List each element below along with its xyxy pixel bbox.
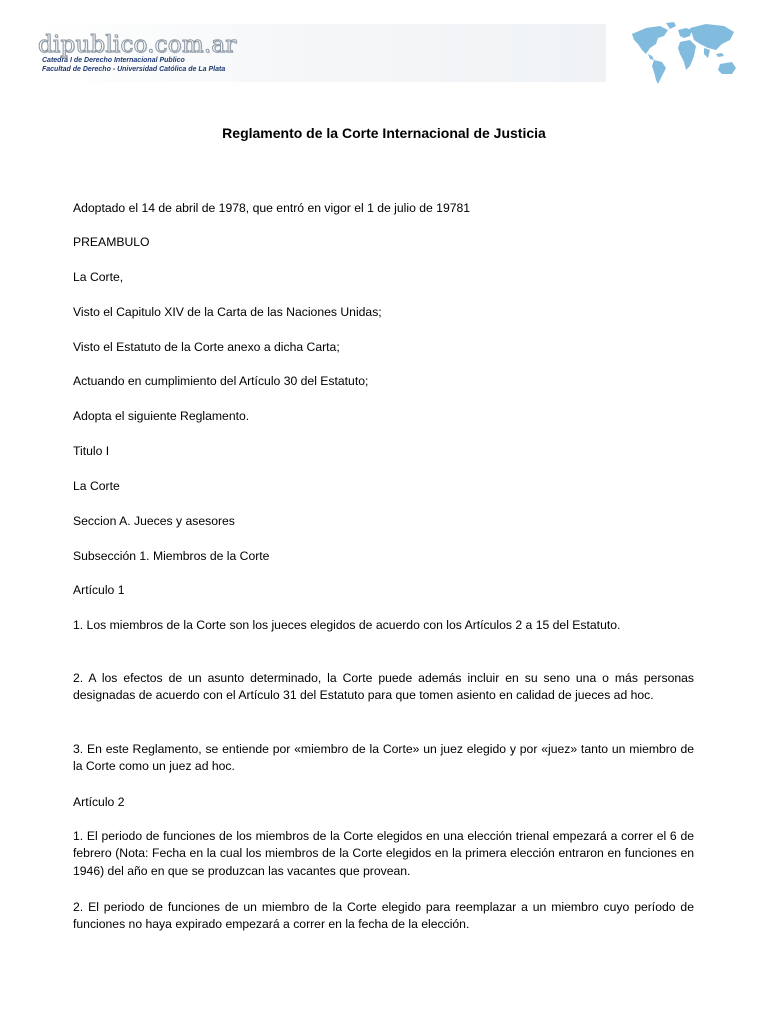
paragraph-adopta: Adopta el siguiente Reglamento. (73, 409, 250, 423)
world-map-icon (628, 20, 740, 88)
heading-la-corte: La Corte (73, 479, 120, 493)
heading-articulo-2: Artículo 2 (73, 795, 125, 809)
site-logo-text: dipublico.com.ar (38, 32, 237, 58)
heading-subseccion-1: Subsección 1. Miembros de la Corte (73, 549, 270, 563)
articulo-1-item-3: 3. En este Reglamento, se entiende por «miembro de la Corte» un juez elegido y por «juez» tanto un miembro de la Corte como un juez ad hoc. (73, 742, 694, 774)
articulo-2-item-2: 2. El periodo de funciones de un miembro de la Corte elegido para reemplazar a un miembro cuyo período de funciones no haya expirado empezará a correr en la fecha de la elección. (73, 900, 694, 932)
document-title: Reglamento de la Corte Internacional de Justicia (222, 125, 546, 141)
paragraph-visto-estatuto: Visto el Estatuto de la Corte anexo a dicha Carta; (73, 340, 340, 354)
articulo-2-item-1: 1. El periodo de funciones de los miembros de la Corte elegidos en una elección trienal empezará a correr el 6 de febrero (Nota: Fecha en la cual los miembros de la Corte elegidos en la primera elección entraron en funciones en 1946) del año en que se produzcan las vacantes que provean. (73, 829, 694, 878)
heading-titulo: Titulo I (73, 444, 110, 458)
articulo-1-item-1: 1. Los miembros de la Corte son los jueces elegidos de acuerdo con los Artículos 2 a 15 del Estatuto. (73, 618, 621, 632)
articulo-1-item-2: 2. A los efectos de un asunto determinado, la Corte puede además incluir en su seno una o más personas designadas de acuerdo con el Artículo 31 del Estatuto para que tomen asiento en calidad de jueces ad hoc. (73, 671, 694, 703)
paragraph-visto-capitulo: Visto el Capitulo XIV de la Carta de las Naciones Unidas; (73, 305, 382, 319)
heading-seccion-a: Seccion A. Jueces y asesores (73, 514, 235, 528)
logo-subtitle-faculty: Facultad de Derecho - Universidad Católica de La Plata (42, 66, 226, 73)
heading-preambulo: PREAMBULO (73, 235, 150, 249)
paragraph-la-corte: La Corte, (73, 270, 124, 284)
letterhead (0, 0, 768, 100)
logo-subtitle-chair: Catedra I de Derecho Internacional Publico (42, 57, 185, 64)
heading-articulo-1: Artículo 1 (73, 583, 125, 597)
adoption-note: Adoptado el 14 de abril de 1978, que entró en vigor el 1 de julio de 19781 (73, 201, 471, 215)
paragraph-actuando: Actuando en cumplimiento del Artículo 30 del Estatuto; (73, 374, 369, 388)
